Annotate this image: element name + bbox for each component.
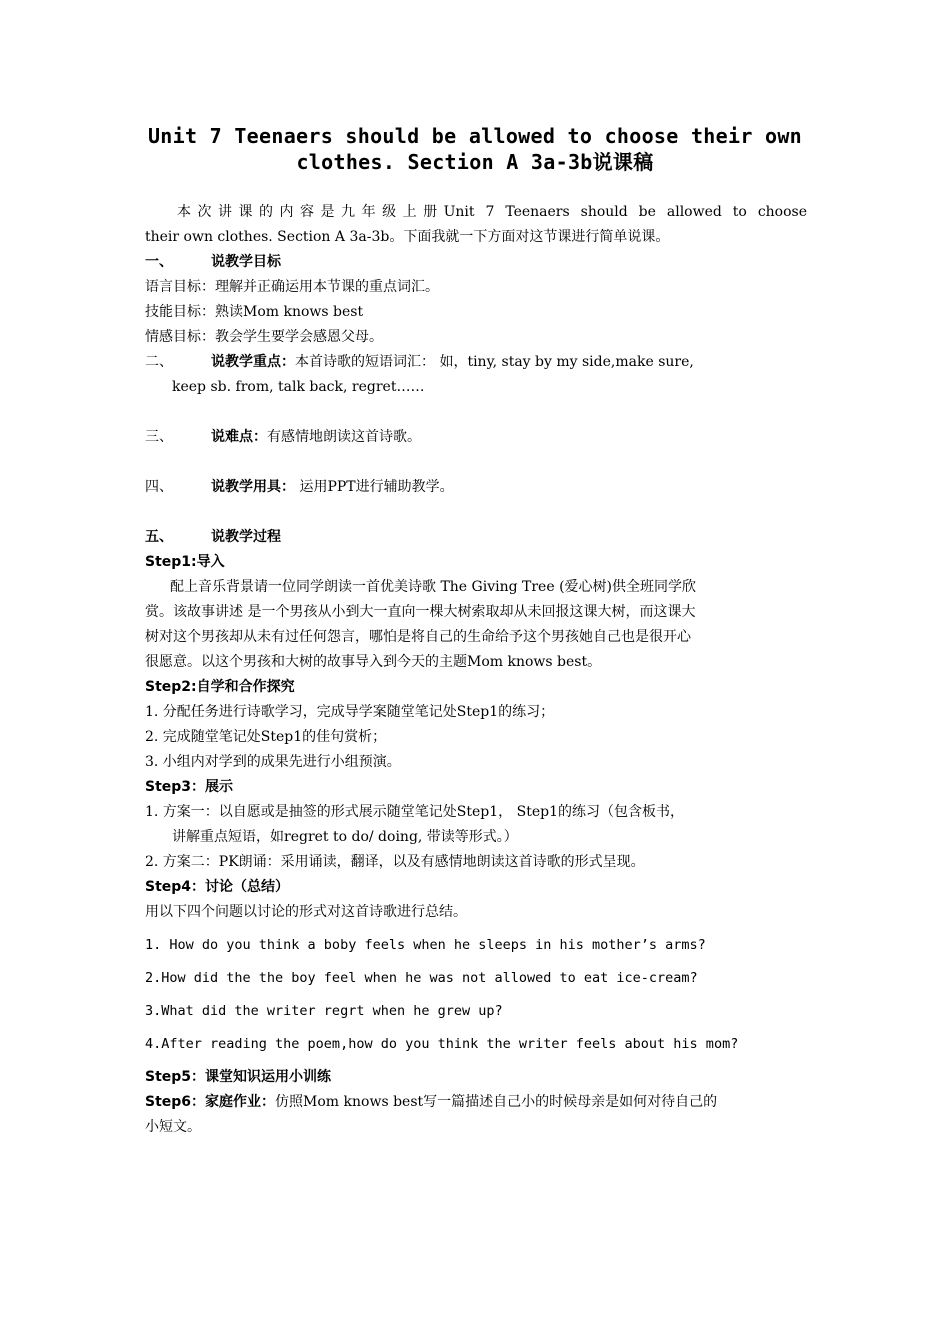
intro-line-2: their own clothes. Section A 3a-3b。下面我就一下方面对这节课进行简单说课。 <box>145 229 670 245</box>
question-3: 3.What did the writer regrt when he grew up? <box>145 1003 503 1019</box>
step4-heading: Step4：讨论（总结） <box>145 879 290 895</box>
step1-para-line-2: 赏。该故事讲述 是一个男孩从小到大一直向一棵大树索取却从未回报这课大树，而这课大 <box>145 604 696 620</box>
question-1: 1. How do you think a boby feels when he sleeps in his mother’s arms? <box>145 937 706 953</box>
section-5-heading <box>145 528 281 546</box>
section-1-heading <box>145 253 281 271</box>
intro-line-1: 本次讲课的内容是九年级上册Unit 7 Teenaers should be allowed to choose <box>177 204 807 220</box>
question-2: 2.How did the the boy feel when he was not allowed to eat ice-cream? <box>145 970 698 986</box>
step6-line-1 <box>145 1093 717 1111</box>
section-2-text-1: 本首诗歌的短语词汇： 如，tiny, stay by my side,make sure, <box>295 354 694 370</box>
section-4-number: 四、 <box>145 479 173 495</box>
step6-text-1: 仿照Mom knows best写一篇描述自己小的时候母亲是如何对待自己的 <box>275 1094 718 1110</box>
step1-heading: Step1:导入 <box>145 554 225 570</box>
step1-para-line-1: 配上音乐背景请一位同学朗读一首优美诗歌 The Giving Tree (爱心树)供全班同学欣 <box>170 579 696 595</box>
step2-item-3: 3. 小组内对学到的成果先进行小组预演。 <box>145 754 401 770</box>
section-1-number: 一、 <box>145 254 173 270</box>
goal-language: 语言目标：理解并正确运用本节课的重点词汇。 <box>145 279 439 295</box>
step5-heading: Step5：课堂知识运用小训练 <box>145 1069 332 1085</box>
section-4-title: 说教学用具： <box>211 479 295 495</box>
step3-item-1-line-2: 讲解重点短语，如regret to do/ doing, 带读等形式。） <box>172 829 518 845</box>
section-2-number: 二、 <box>145 354 173 370</box>
step2-item-1: 1. 分配任务进行诗歌学习，完成导学案随堂笔记处Step1的练习； <box>145 704 555 720</box>
section-4 <box>145 478 454 496</box>
title-line-2: clothes. Section A 3a-3b说课稿 <box>296 150 654 174</box>
section-2-title: 说教学重点： <box>211 354 295 370</box>
step2-heading: Step2:自学和合作探究 <box>145 679 295 695</box>
step3-item-2: 2. 方案二：PK朗诵：采用诵读，翻译，以及有感情地朗读这首诗歌的形式呈现。 <box>145 854 645 870</box>
section-1-title: 说教学目标 <box>211 254 281 270</box>
section-2-text-2: keep sb. from, talk back, regret…… <box>172 379 425 395</box>
question-4: 4.After reading the poem,how do you think the writer feels about his mom? <box>145 1036 739 1052</box>
step4-intro: 用以下四个问题以讨论的形式对这首诗歌进行总结。 <box>145 904 467 920</box>
step3-item-1-line-1: 1. 方案一：以自愿或是抽签的形式展示随堂笔记处Step1， Step1的练习（包含板书， <box>145 804 684 820</box>
section-4-text: 运用PPT进行辅助教学。 <box>295 479 454 495</box>
step3-heading: Step3：展示 <box>145 779 234 795</box>
step1-para-line-4: 很愿意。以这个男孩和大树的故事导入到今天的主题Mom knows best。 <box>145 654 602 670</box>
title-line-1: Unit 7 Teenaers should be allowed to choose their own <box>147 124 803 148</box>
section-2-line-1 <box>145 353 694 371</box>
section-3-text: 有感情地朗读这首诗歌。 <box>267 429 421 445</box>
goal-emotion: 情感目标：教会学生要学会感恩父母。 <box>145 329 383 345</box>
section-5-title: 说教学过程 <box>211 529 281 545</box>
step1-para-line-3: 树对这个男孩却从未有过任何怨言，哪怕是将自己的生命给予这个男孩她自己也是很开心 <box>145 629 691 645</box>
section-5-number: 五、 <box>145 529 173 545</box>
section-3 <box>145 428 421 446</box>
goal-skill: 技能目标：熟读Mom knows best <box>145 304 364 320</box>
section-3-number: 三、 <box>145 429 173 445</box>
step2-item-2: 2. 完成随堂笔记处Step1的佳句赏析； <box>145 729 387 745</box>
step6-heading: Step6：家庭作业： <box>145 1094 276 1110</box>
document-title <box>120 123 830 175</box>
step6-text-2: 小短文。 <box>145 1119 201 1135</box>
section-3-title: 说难点： <box>211 429 267 445</box>
